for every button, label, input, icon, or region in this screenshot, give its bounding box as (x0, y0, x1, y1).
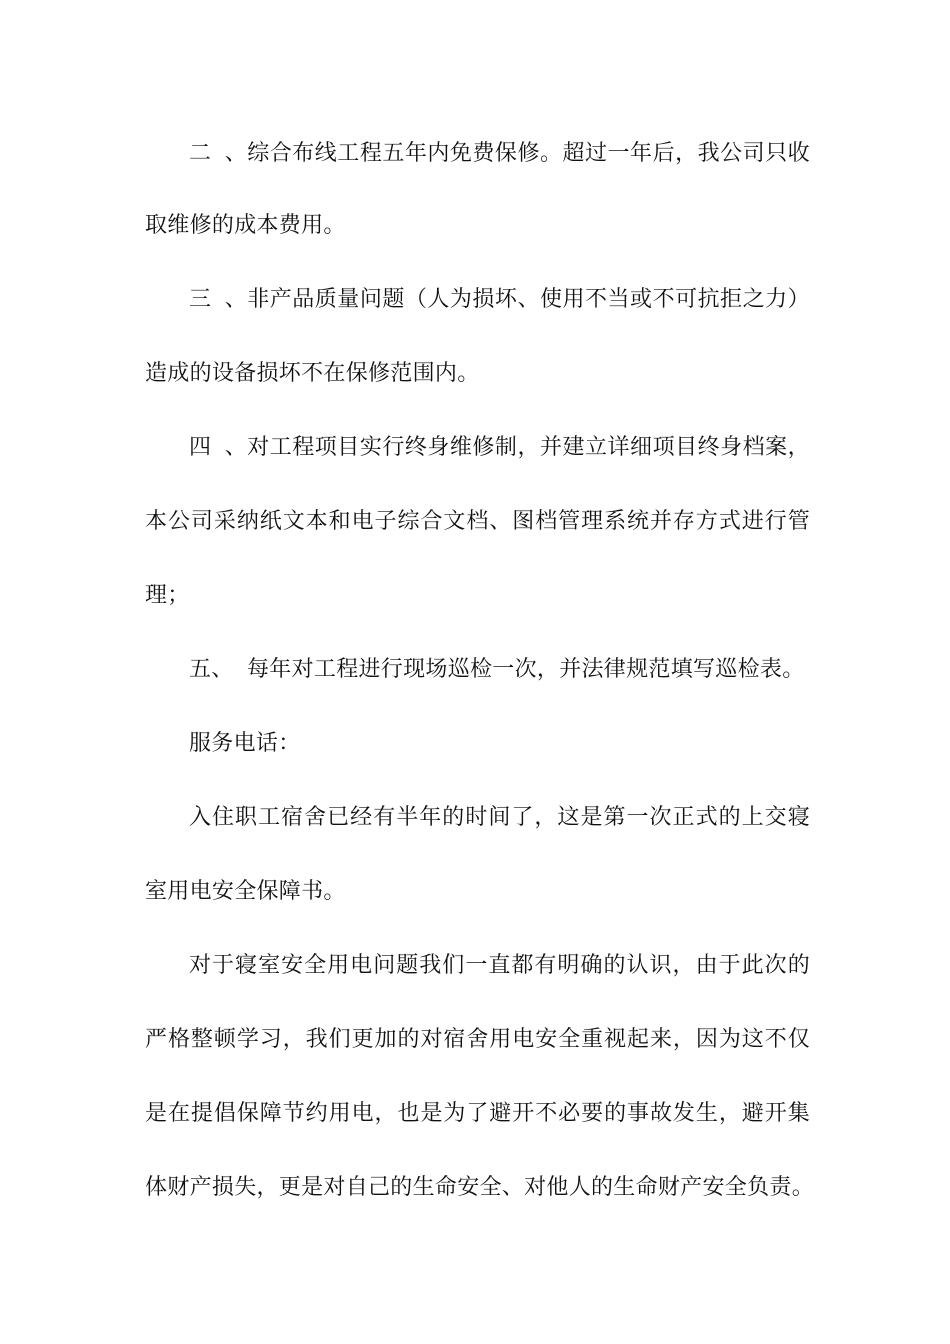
item-3-line-1 (189, 285, 810, 315)
item-4-text: 对工程项目实行终身维修制，并建立详细项目终身档案， (247, 435, 810, 460)
paragraph-2-line-2: 严格整顿学习，我们更加的对宿舍用电安全重视起来，因为这不仅 (145, 1027, 810, 1052)
item-2-line-1 (189, 139, 810, 169)
item-2-number: 二、 (189, 141, 247, 166)
item-4-line-1 (189, 433, 810, 463)
paragraph-2-line-3: 是在提倡保障节约用电，也是为了避开不必要的事故发生，避开集 (145, 1101, 810, 1126)
item-2-text: 综合布线工程五年内免费保修。超过一年后，我公司只收 (247, 141, 810, 166)
item-3-text: 非产品质量问题（人为损坏、使用不当或不可抗拒之力） (247, 287, 810, 312)
item-5-text: 每年对工程进行现场巡检一次，并法律规范填写巡检表。 (247, 657, 805, 682)
item-4-number: 四、 (189, 435, 247, 460)
item-5-number: 五、 (189, 657, 234, 682)
item-3-line-2: 造成的设备损坏不在保修范围内。 (145, 361, 480, 386)
paragraph-2-line-1: 对于寝室安全用电问题我们一直都有明确的认识，由于此次的 (189, 953, 810, 978)
paragraph-1-line-1: 入住职工宿舍已经有半年的时间了，这是第一次正式的上交寝 (189, 805, 810, 830)
item-3-number: 三、 (189, 287, 247, 312)
item-4-line-2: 本公司采纳纸文本和电子综合文档、图档管理系统并存方式进行管 (145, 509, 810, 534)
item-4-line-3: 理； (145, 583, 190, 608)
service-phone-label: 服务电话： (189, 731, 301, 756)
item-5-line-1 (189, 655, 810, 685)
paragraph-2-line-4: 体财产损失，更是对自己的生命安全、对他人的生命财产安全负责。 (145, 1175, 815, 1200)
paragraph-1-line-2: 室用电安全保障书。 (145, 879, 346, 904)
item-2-line-2: 取维修的成本费用。 (145, 213, 346, 238)
